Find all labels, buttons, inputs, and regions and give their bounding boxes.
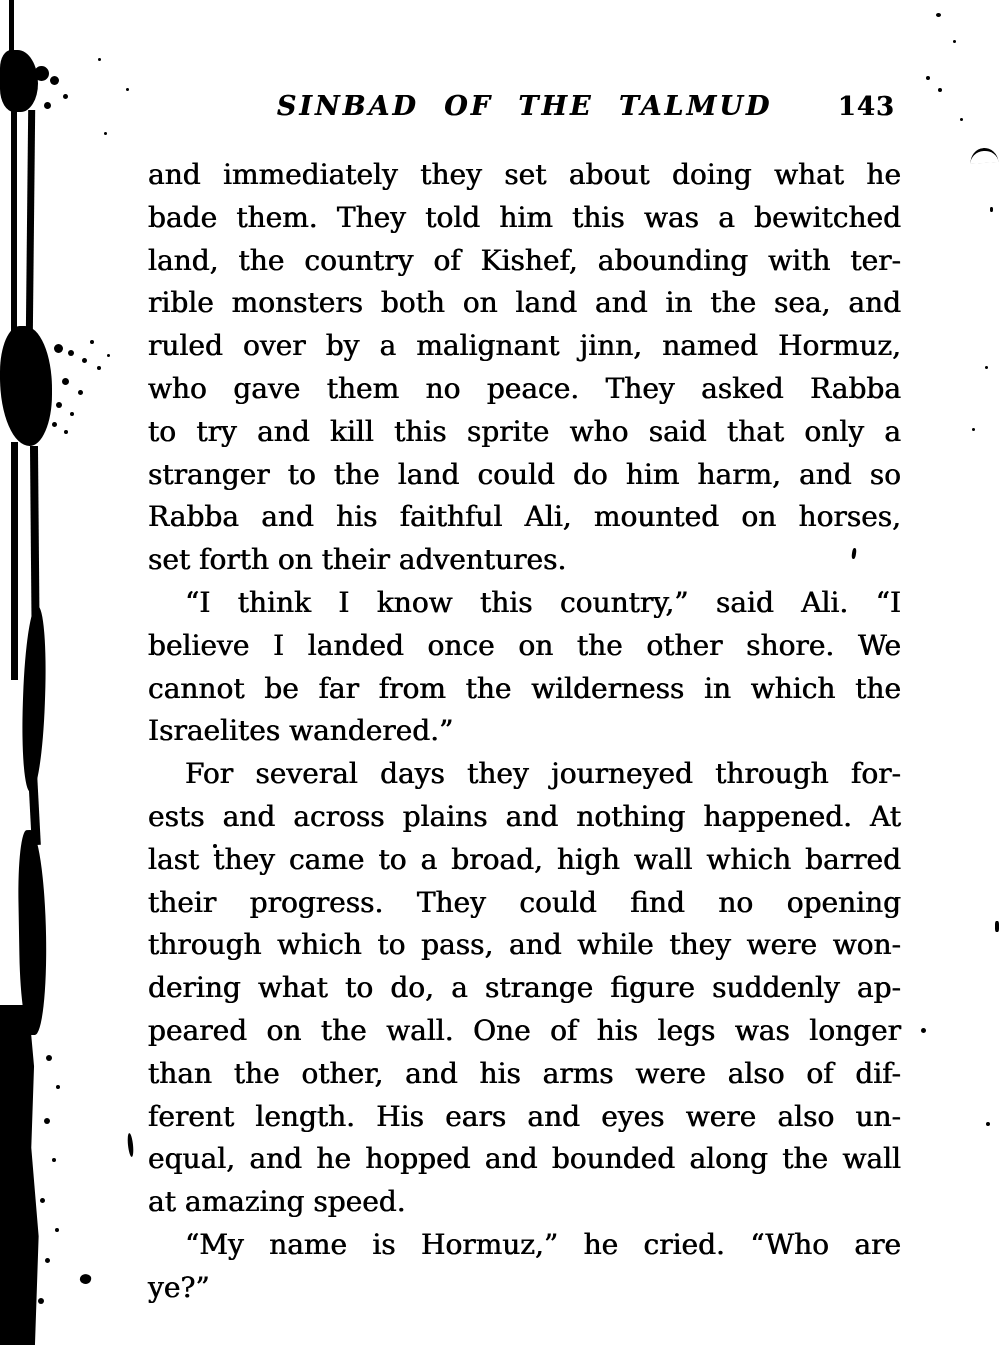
scan-speck (56, 402, 62, 408)
scan-speck (986, 1122, 990, 1126)
scan-speck (972, 428, 975, 431)
text-line: equal, and he hopped and bounded along the wall (148, 1142, 901, 1176)
scan-smudge (0, 326, 52, 446)
page-number: 143 (837, 92, 895, 122)
scan-speck (56, 1085, 60, 1089)
scan-speck (52, 1158, 56, 1162)
scan-mark (11, 442, 18, 680)
scan-speck (52, 422, 57, 427)
text-line: and immediately they set about doing what he (148, 158, 901, 191)
text-line: to try and kill this sprite who said that only a (148, 414, 901, 448)
scan-speck (90, 340, 94, 344)
scan-speck (55, 1228, 59, 1232)
text-line: Rabba and his faithful Ali, mounted on horses, (148, 500, 901, 534)
scan-speck (97, 366, 101, 370)
text-line: land, the country of Kishef, abounding with ter- (148, 243, 901, 277)
paragraph (148, 1224, 901, 1310)
scan-mark (26, 110, 35, 336)
scan-speck (953, 40, 956, 43)
scan-speck (34, 66, 49, 81)
scan-speck (45, 1258, 50, 1263)
text-line: at amazing speed. (148, 1185, 406, 1219)
paragraph (148, 154, 901, 582)
scan-smudge (17, 830, 48, 1035)
scan-smudge (0, 50, 38, 112)
text-line: last they came to a broad, high wall which barred (148, 842, 901, 876)
text-line: through which to pass, and while they were won- (148, 928, 901, 962)
scan-speck (50, 76, 59, 85)
scan-speck (98, 58, 101, 61)
scan-speck (938, 88, 942, 92)
paragraph (148, 753, 901, 1224)
text-line: peared on the wall. One of his legs was longer (148, 1013, 901, 1047)
scan-speck (82, 358, 87, 363)
text-line: dering what to do, a strange figure suddenly ap- (148, 971, 901, 1005)
scan-speck (126, 88, 129, 91)
scan-speck (46, 1055, 52, 1061)
text-line: ruled over by a malignant jinn, named Hormuz, (148, 329, 901, 363)
scan-mark (11, 104, 17, 336)
scan-speck (70, 412, 74, 416)
scan-tick-mark (995, 921, 999, 932)
scan-speck (44, 1118, 50, 1124)
text-line: ye?” (148, 1270, 210, 1304)
text-line: “I think I know this country,” said Ali. “I (185, 585, 901, 619)
text-line: set forth on their adventures. (148, 543, 567, 577)
scan-speck (68, 350, 74, 356)
text-line: who gave them no peace. They asked Rabba (148, 371, 901, 405)
text-line: ests and across plains and nothing happened. At (148, 799, 901, 833)
running-header (148, 91, 901, 133)
text-line: believe I landed once on the other shore. We (148, 628, 901, 662)
scan-speck (926, 76, 930, 80)
text-line: than the other, and his arms were also of dif- (148, 1056, 901, 1090)
scan-speck (54, 344, 63, 353)
scan-speck (921, 1028, 926, 1033)
scan-comma-mark (127, 1133, 134, 1157)
text-line: bade them. They told him this was a bewitched (148, 200, 901, 234)
scan-speck (78, 390, 83, 395)
page-text (148, 154, 901, 1310)
scan-speck (40, 1198, 45, 1203)
scan-speck (104, 132, 107, 135)
scan-smudge (0, 1005, 46, 1345)
paragraph (148, 582, 901, 753)
scan-speck (63, 94, 68, 99)
running-header-title: SINBAD OF THE TALMUD (276, 91, 773, 122)
text-line: rible monsters both on land and in the sea, and (148, 286, 901, 320)
scan-smudge (20, 606, 48, 793)
scan-speck (38, 1298, 44, 1304)
scan-speck (64, 430, 68, 434)
scan-speck (107, 354, 110, 357)
text-line: stranger to the land could do him harm, and so (148, 457, 901, 491)
text-line: Israelites wandered.” (148, 714, 454, 748)
scan-speck (79, 1272, 93, 1285)
scan-speck (936, 13, 941, 17)
scan-speck (62, 378, 69, 385)
text-line: their progress. They could find no opening (148, 885, 901, 919)
scan-speck (985, 366, 988, 369)
text-line: ferent length. His ears and eyes were also un- (148, 1099, 901, 1133)
scan-curve-mark (970, 147, 999, 164)
text-line: For several days they journeyed through for- (185, 757, 901, 791)
text-line: “My name is Hormuz,” he cried. “Who are (185, 1227, 901, 1261)
scan-speck (990, 207, 993, 212)
scan-speck (960, 118, 963, 121)
scan-speck (44, 102, 51, 109)
text-line: cannot be far from the wilderness in which the (148, 671, 901, 705)
